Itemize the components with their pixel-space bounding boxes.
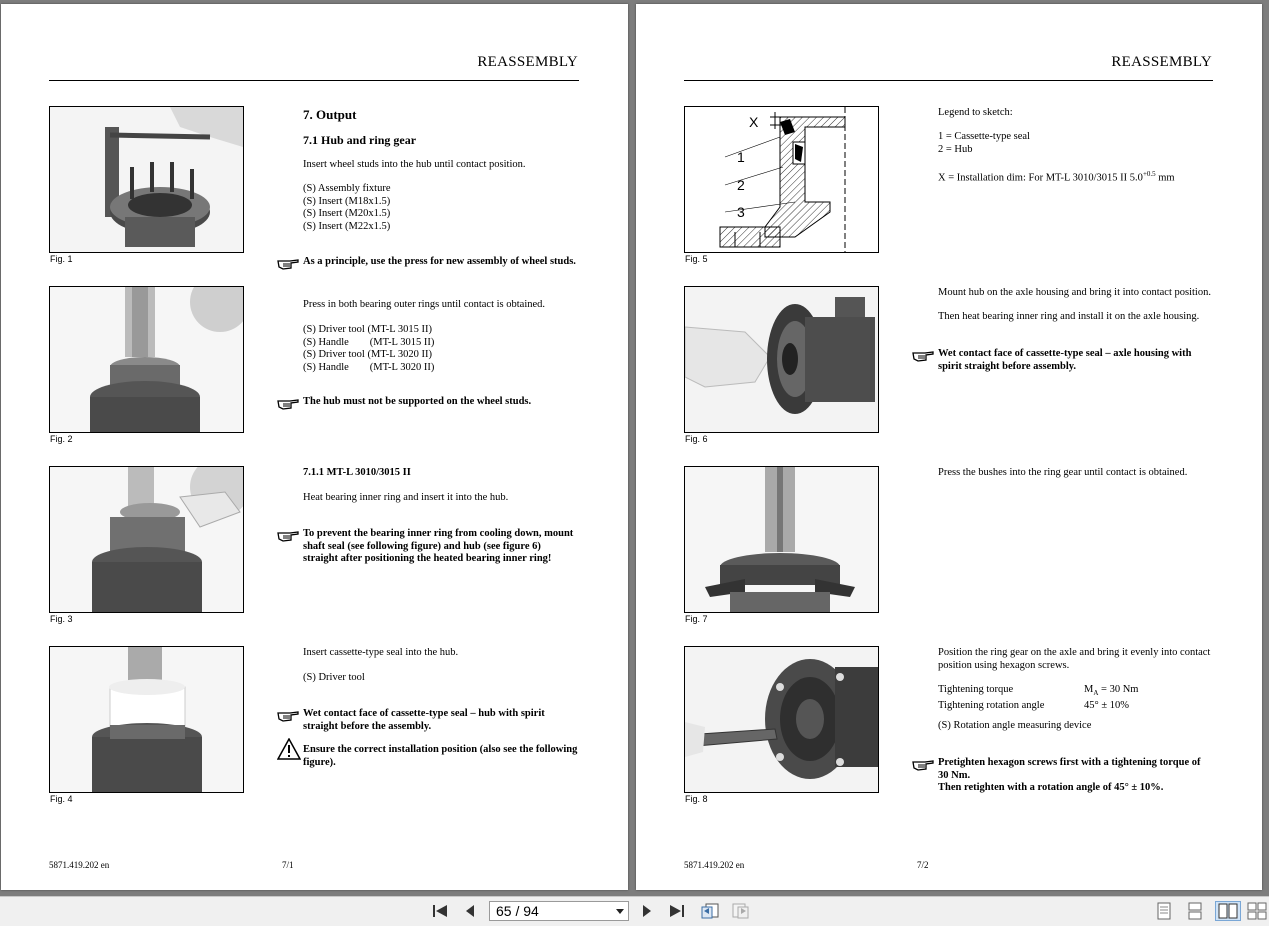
header-rule	[49, 80, 579, 81]
figure-caption: Fig. 3	[50, 614, 73, 624]
note-text: The hub must not be supported on the wheel studs.	[303, 396, 532, 407]
note-line: To prevent the bearing inner ring from cooling down, mount	[303, 528, 574, 539]
footer-page-number: 7/1	[282, 860, 294, 870]
pointing-hand-icon	[912, 757, 934, 771]
figure-5-seal-sketch	[684, 106, 879, 253]
note-line: Wet contact face of cassette-type seal – hub with spirit	[303, 708, 545, 719]
prev-page-icon[interactable]	[459, 901, 481, 921]
warning-triangle-icon	[277, 738, 301, 760]
tool-item: (S) Handle (MT-L 3020 II)	[303, 361, 435, 373]
facing-view-icon[interactable]	[1215, 901, 1241, 921]
last-page-icon[interactable]	[666, 901, 688, 921]
sketch-label-x: X	[749, 114, 759, 130]
note-line: Pretighten hexagon screws first with a tightening torque of	[938, 757, 1201, 768]
legend-item: 2 = Hub	[938, 143, 973, 155]
instruction-text: Press in both bearing outer rings until contact is obtained.	[303, 299, 546, 310]
footer-page-number: 7/2	[917, 860, 929, 870]
instruction-text: Heat bearing inner ring and insert it into the hub.	[303, 492, 509, 503]
torque-spec-table	[938, 684, 1238, 712]
viewer-toolbar	[0, 896, 1269, 926]
instruction-line: Position the ring gear on the axle and bring it evenly into contact	[938, 647, 1211, 658]
instruction-text: Mount hub on the axle housing and bring it into contact position.	[938, 287, 1211, 298]
instruction-line: position using hexagon screws.	[938, 659, 1070, 671]
note-line: spirit straight before assembly.	[938, 360, 1077, 372]
angle-label: Tightening rotation angle	[938, 699, 1045, 711]
continuous-facing-view-icon[interactable]	[1246, 901, 1268, 921]
page-7-2	[636, 4, 1262, 890]
note-text	[938, 757, 1228, 795]
pointing-hand-icon	[912, 348, 934, 362]
figure-6-mount-hub	[684, 286, 879, 433]
note-text: As a principle, use the press for new assembly of wheel studs.	[303, 256, 576, 267]
figure-8-ring-gear-screws	[684, 646, 879, 793]
tool-item: (S) Rotation angle measuring device	[938, 720, 1092, 731]
figure-3-bearing-inner-ring	[49, 466, 244, 613]
page-indicator: 65 / 94	[496, 903, 539, 919]
first-page-icon[interactable]	[429, 901, 451, 921]
angle-value: 45° ± 10%	[1084, 699, 1129, 711]
footer-doc-number: 5871.419.202 en	[49, 860, 110, 870]
figure-caption: Fig. 1	[50, 254, 73, 264]
figure-caption: Fig. 5	[685, 254, 708, 264]
tool-list	[303, 324, 593, 374]
subsubsection-heading: 7.1.1 MT-L 3010/3015 II	[303, 467, 411, 478]
header-rule	[684, 80, 1213, 81]
dim-unit: mm	[1155, 172, 1175, 184]
torque-label: Tightening torque	[938, 684, 1014, 695]
warning-line: Ensure the correct installation position (also see the following	[303, 744, 578, 755]
section-heading: 7. Output	[303, 107, 357, 122]
figure-caption: Fig. 4	[50, 794, 73, 804]
instruction-text	[938, 647, 1238, 672]
torque-row	[938, 684, 1238, 700]
page-7-1	[1, 4, 628, 890]
note-line: straight before the assembly.	[303, 720, 432, 732]
torque-value: $M_A = 30$ Nm	[1084, 684, 1139, 698]
figure-7-ring-gear-bushes	[684, 466, 879, 613]
dim-tolerance: +0.5	[1142, 170, 1156, 178]
figure-caption: Fig. 8	[685, 794, 708, 804]
dim-text: X = Installation dim: For MT-L 3010/3015 II 5.0	[938, 172, 1143, 184]
instruction-text: Insert wheel studs into the hub until contact position.	[303, 159, 526, 170]
legend-list	[938, 131, 1228, 156]
pointing-hand-icon	[277, 256, 299, 270]
instruction-text: Press the bushes into the ring gear until contact is obtained.	[938, 467, 1188, 478]
page-number-input[interactable]	[489, 901, 629, 921]
sketch-label-3: 3	[737, 204, 745, 220]
tool-item: (S) Assembly fixture	[303, 183, 391, 194]
figure-1-hub-wheel-studs	[49, 106, 244, 253]
pointing-hand-icon	[277, 396, 299, 410]
note-text	[303, 708, 593, 733]
tool-list	[303, 183, 593, 233]
figure-2-bearing-outer-rings	[49, 286, 244, 433]
note-line: straight after positioning the heated bearing inner ring!	[303, 553, 552, 564]
subsection-heading: 7.1 Hub and ring gear	[303, 133, 417, 147]
figure-caption: Fig. 7	[685, 614, 708, 624]
page-header: REASSEMBLY	[1111, 54, 1212, 70]
tool-item: (S) Insert (M22x1.5)	[303, 220, 391, 232]
next-page-icon[interactable]	[636, 901, 658, 921]
legend-item: 1 = Cassette-type seal	[938, 131, 1030, 142]
chevron-down-icon[interactable]	[616, 909, 624, 914]
go-forward-icon[interactable]	[730, 901, 752, 921]
note-line: Wet contact face of cassette-type seal – axle housing with	[938, 348, 1192, 359]
single-page-view-icon[interactable]	[1153, 901, 1175, 921]
note-text	[303, 528, 593, 566]
figure-caption: Fig. 2	[50, 434, 73, 444]
installation-dimension	[938, 168, 1238, 185]
tool-item: (S) Handle (MT-L 3015 II)	[303, 336, 435, 348]
note-line: 30 Nm.	[938, 769, 971, 781]
tool-item: (S) Driver tool (MT-L 3020 II)	[303, 349, 432, 360]
instruction-text: Insert cassette-type seal into the hub.	[303, 647, 459, 658]
warning-text	[303, 744, 593, 769]
tool-item: (S) Driver tool (MT-L 3015 II)	[303, 324, 432, 335]
legend-title: Legend to sketch:	[938, 107, 1013, 118]
instruction-text: Then heat bearing inner ring and install it on the axle housing.	[938, 311, 1200, 322]
warning-line: figure).	[303, 756, 336, 768]
sketch-label-2: 2	[737, 177, 745, 193]
tool-item: (S) Insert (M20x1.5)	[303, 208, 391, 219]
angle-row	[938, 700, 1238, 713]
continuous-view-icon[interactable]	[1184, 901, 1206, 921]
tool-item: (S) Driver tool	[303, 672, 365, 683]
note-text	[938, 348, 1228, 373]
note-line: shaft seal (see following figure) and hub (see figure 6)	[303, 540, 541, 552]
pointing-hand-icon	[277, 528, 299, 542]
tool-item: (S) Insert (M18x1.5)	[303, 195, 391, 207]
figure-caption: Fig. 6	[685, 434, 708, 444]
sketch-label-1: 1	[737, 149, 745, 165]
figure-4-cassette-seal	[49, 646, 244, 793]
go-back-icon[interactable]	[699, 901, 721, 921]
pointing-hand-icon	[277, 708, 299, 722]
footer-doc-number: 5871.419.202 en	[684, 860, 745, 870]
page-header: REASSEMBLY	[477, 54, 578, 70]
note-line: Then retighten with a rotation angle of 45° ± 10%.	[938, 782, 1164, 793]
